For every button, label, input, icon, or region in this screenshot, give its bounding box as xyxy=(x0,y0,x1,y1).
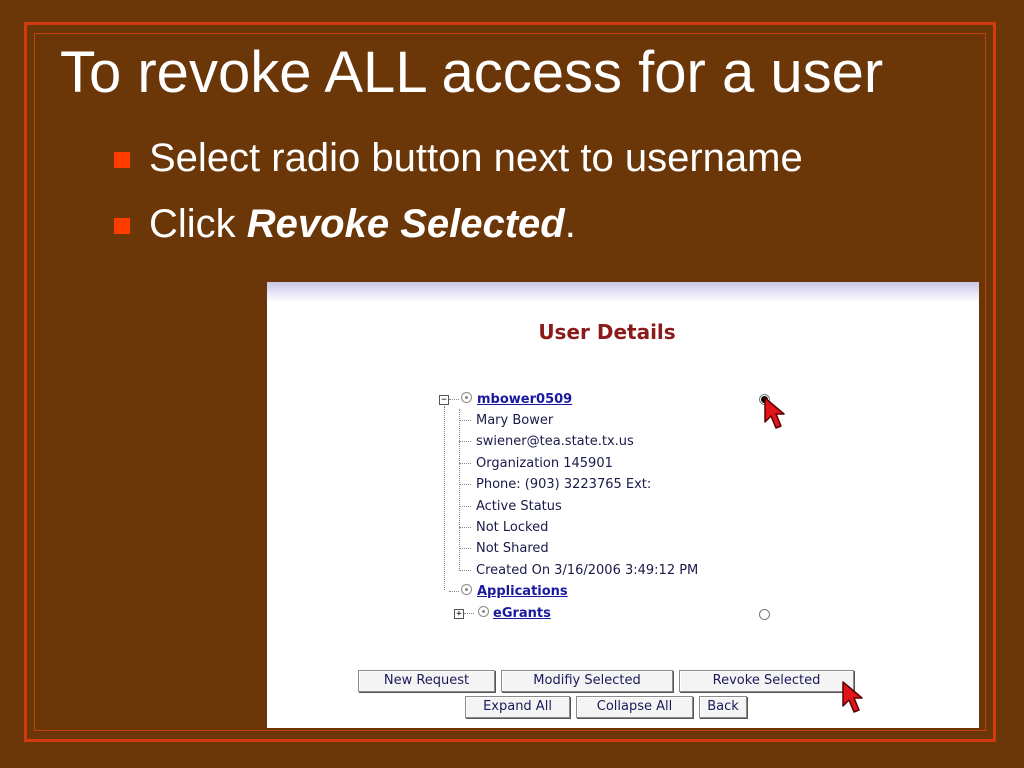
new-request-button[interactable]: New Request xyxy=(358,670,495,692)
pointer-arrow-icon xyxy=(841,680,867,716)
revoke-selected-button[interactable]: Revoke Selected xyxy=(679,670,854,692)
user-tree xyxy=(267,282,979,728)
bullet-item xyxy=(114,135,803,181)
tree-connector-line xyxy=(449,591,459,592)
tree-connector-line xyxy=(459,527,471,528)
tree-connector-line xyxy=(449,399,459,400)
detail-status: Active Status xyxy=(476,499,562,514)
tree-connector-line xyxy=(459,420,471,421)
tree-collapse-icon[interactable]: − xyxy=(439,395,449,405)
tree-expand-icon[interactable]: + xyxy=(454,609,464,619)
tree-connector-line xyxy=(459,441,471,442)
detail-created: Created On 3/16/2006 3:49:12 PM xyxy=(476,563,699,578)
bullet-list xyxy=(114,135,803,267)
user-node-radio-icon[interactable] xyxy=(461,392,472,403)
detail-shared: Not Shared xyxy=(476,541,549,556)
tree-connector-line xyxy=(459,484,471,485)
user-node-link[interactable]: mbower0509 xyxy=(477,392,573,407)
detail-phone: Phone: (903) 3223765 Ext: xyxy=(476,477,652,492)
applications-node-radio-icon[interactable] xyxy=(461,584,472,595)
bullet-text: Select radio button next to username xyxy=(149,136,803,180)
egrants-node-radio-icon[interactable] xyxy=(478,606,489,617)
user-details-title: User Details xyxy=(538,320,676,344)
egrants-node-link[interactable]: eGrants xyxy=(493,606,551,621)
bullet-text-emphasis: Revoke Selected xyxy=(246,202,565,246)
tree-connector-line xyxy=(459,570,471,571)
detail-name: Mary Bower xyxy=(476,413,554,428)
pointer-arrow-icon xyxy=(763,396,789,432)
bullet-text-prefix: Click xyxy=(149,202,247,246)
user-details-screenshot xyxy=(267,282,979,728)
tree-connector-line xyxy=(459,463,471,464)
bullet-square-icon xyxy=(114,218,130,234)
tree-connector-line xyxy=(444,406,445,590)
back-button[interactable]: Back xyxy=(699,696,747,718)
tree-connector-line xyxy=(459,409,460,571)
detail-locked: Not Locked xyxy=(476,520,549,535)
bullet-square-icon xyxy=(114,152,130,168)
tree-connector-line xyxy=(459,548,471,549)
tree-connector-line xyxy=(464,613,474,614)
collapse-all-button[interactable]: Collapse All xyxy=(576,696,693,718)
detail-organization: Organization 145901 xyxy=(476,456,613,471)
tree-connector-line xyxy=(459,506,471,507)
slide-title: To revoke ALL access for a user xyxy=(60,40,884,105)
applications-node-link[interactable]: Applications xyxy=(477,584,568,599)
bullet-item xyxy=(114,201,803,247)
detail-email: swiener@tea.state.tx.us xyxy=(476,434,634,449)
bullet-text-suffix: . xyxy=(564,202,576,246)
expand-all-button[interactable]: Expand All xyxy=(465,696,570,718)
egrants-select-radio[interactable] xyxy=(759,609,770,620)
modify-selected-button[interactable]: Modifiy Selected xyxy=(501,670,673,692)
